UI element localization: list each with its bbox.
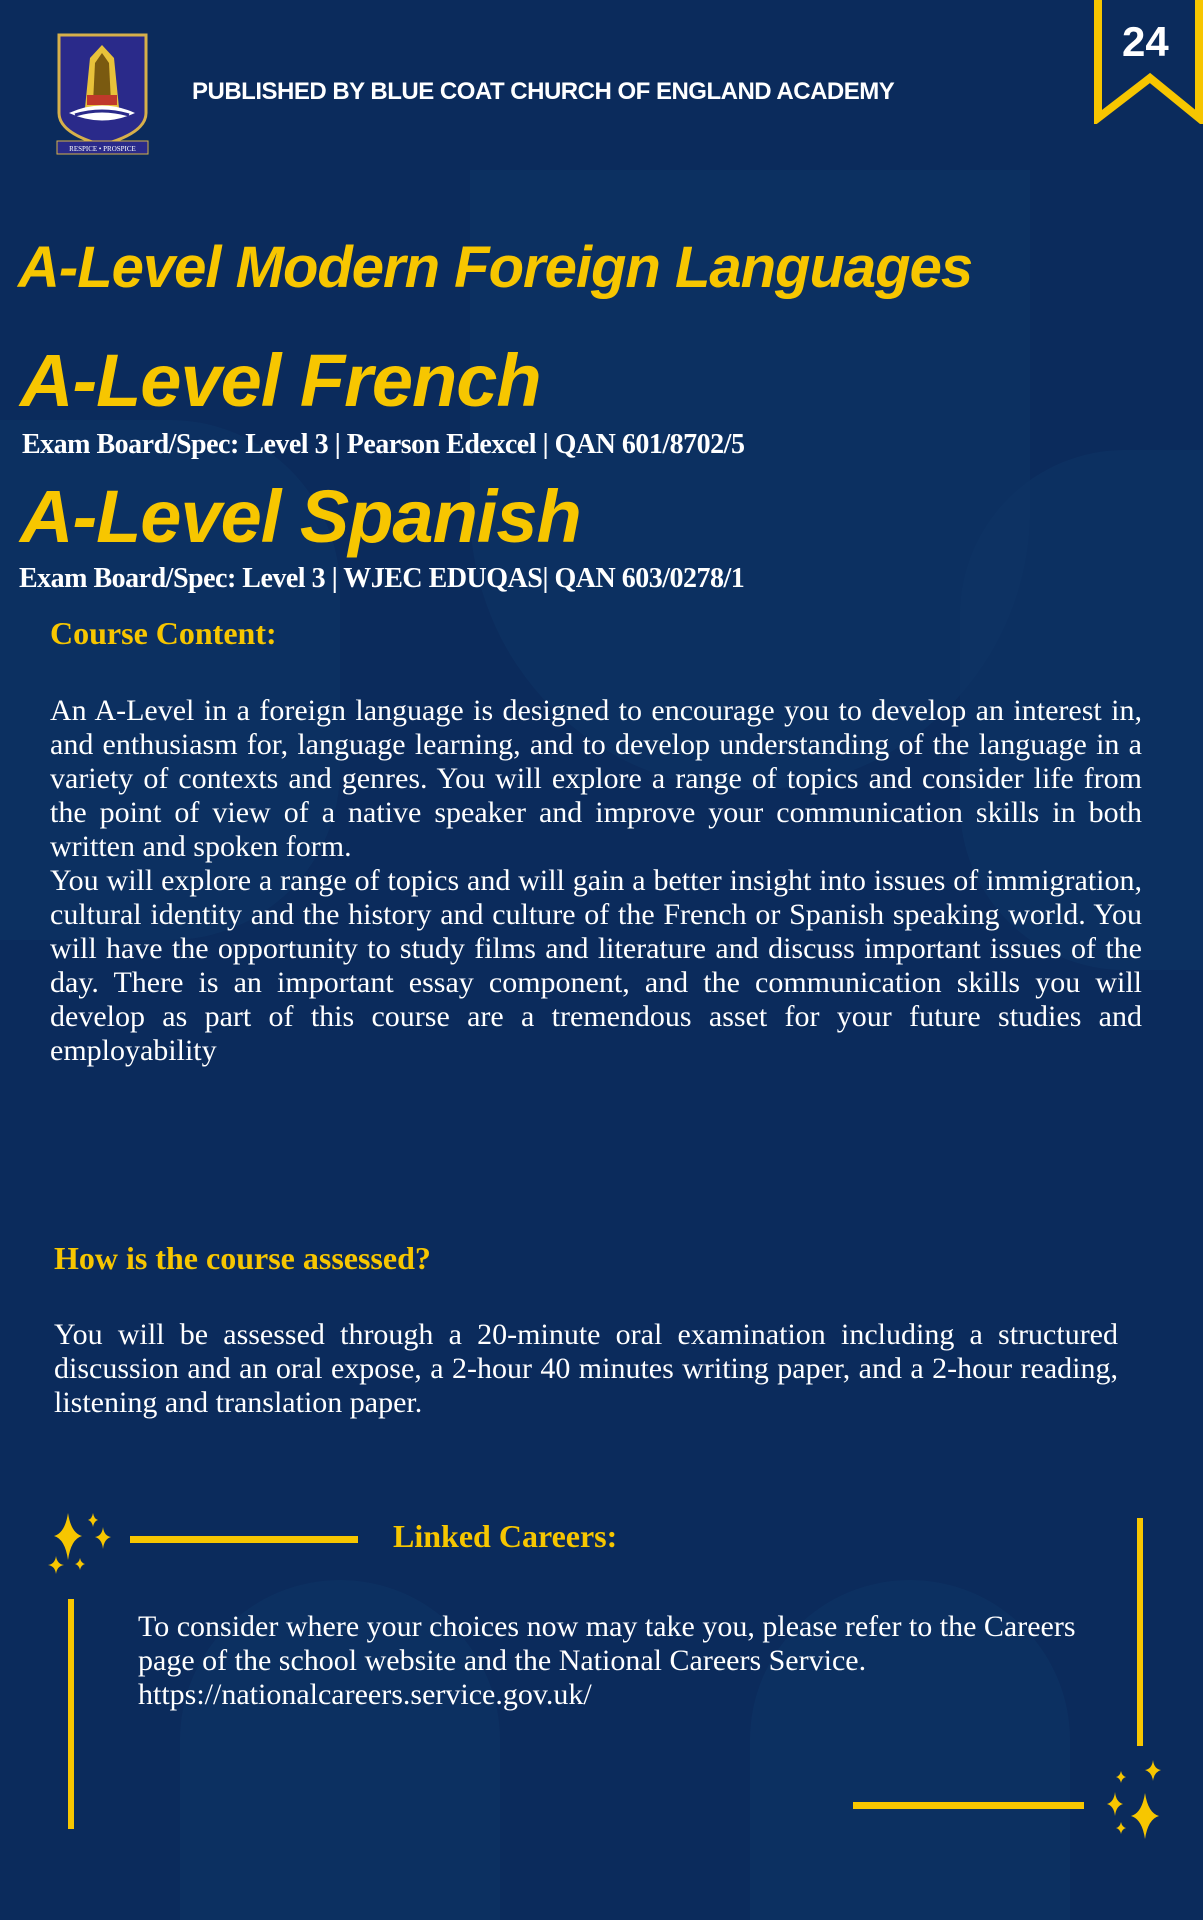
course-content-paragraph: An A-Level in a foreign language is designed to encourage you to develop an interest in, and enthusiasm for, language learning, and to develop understanding of the language in a variety of contexts and genres. You will explore a range of topics and consider life from the point of view of a native speaker and improve your communication skills in both written and spoken form. [50, 694, 1142, 863]
linked-careers-text: To consider where your choices now may take you, please refer to the Careers page of the school website and the National Careers Service. https://nationalcareers.service.gov.uk/ [138, 1610, 1076, 1711]
decorative-line [853, 1802, 1084, 1809]
logo-motto: RESPICE • PROSPICE [69, 145, 136, 153]
decorative-line [1137, 1518, 1143, 1746]
course-content-body [50, 694, 1142, 1068]
course-title-spanish: A-Level Spanish [20, 475, 581, 558]
page-title: A-Level Modern Foreign Languages [18, 235, 973, 300]
sparkle-icon [1085, 1755, 1175, 1850]
decorative-line [68, 1599, 74, 1829]
linked-careers-heading: Linked Careers: [393, 1518, 618, 1554]
assessment-text: You will be assessed through a 20-minute oral examination including a structured discussion and an oral expose, a 2-hour 40 minutes writing paper, and a 2-hour reading, listening and translation paper. [54, 1318, 1118, 1419]
publisher-text: PUBLISHED BY BLUE COAT CHURCH OF ENGLAND ACADEMY [192, 78, 895, 105]
course-title-french: A-Level French [20, 339, 541, 422]
course-spec-spanish: Exam Board/Spec: Level 3 | WJEC EDUQAS| QAN 603/0278/1 [19, 563, 745, 594]
course-content-paragraph: You will explore a range of topics and will gain a better insight into issues of immigration, cultural identity and the history and culture of the French or Spanish speaking world. You will have the opportunity to study films and literature and discuss important issues of the day. There is an important essay component, and the communication skills you will develop as part of this course are a tremendous asset for your future studies and employability [50, 864, 1142, 1067]
school-crest-logo [55, 33, 150, 156]
page-number-ribbon [1094, 0, 1203, 124]
decorative-line [130, 1536, 358, 1543]
course-content-heading: Course Content: [50, 615, 277, 651]
page-number: 24 [1122, 18, 1169, 65]
assessment-heading: How is the course assessed? [54, 1240, 431, 1276]
course-spec-french: Exam Board/Spec: Level 3 | Pearson Edexcel | QAN 601/8702/5 [22, 429, 745, 460]
sparkle-icon [40, 1508, 130, 1588]
